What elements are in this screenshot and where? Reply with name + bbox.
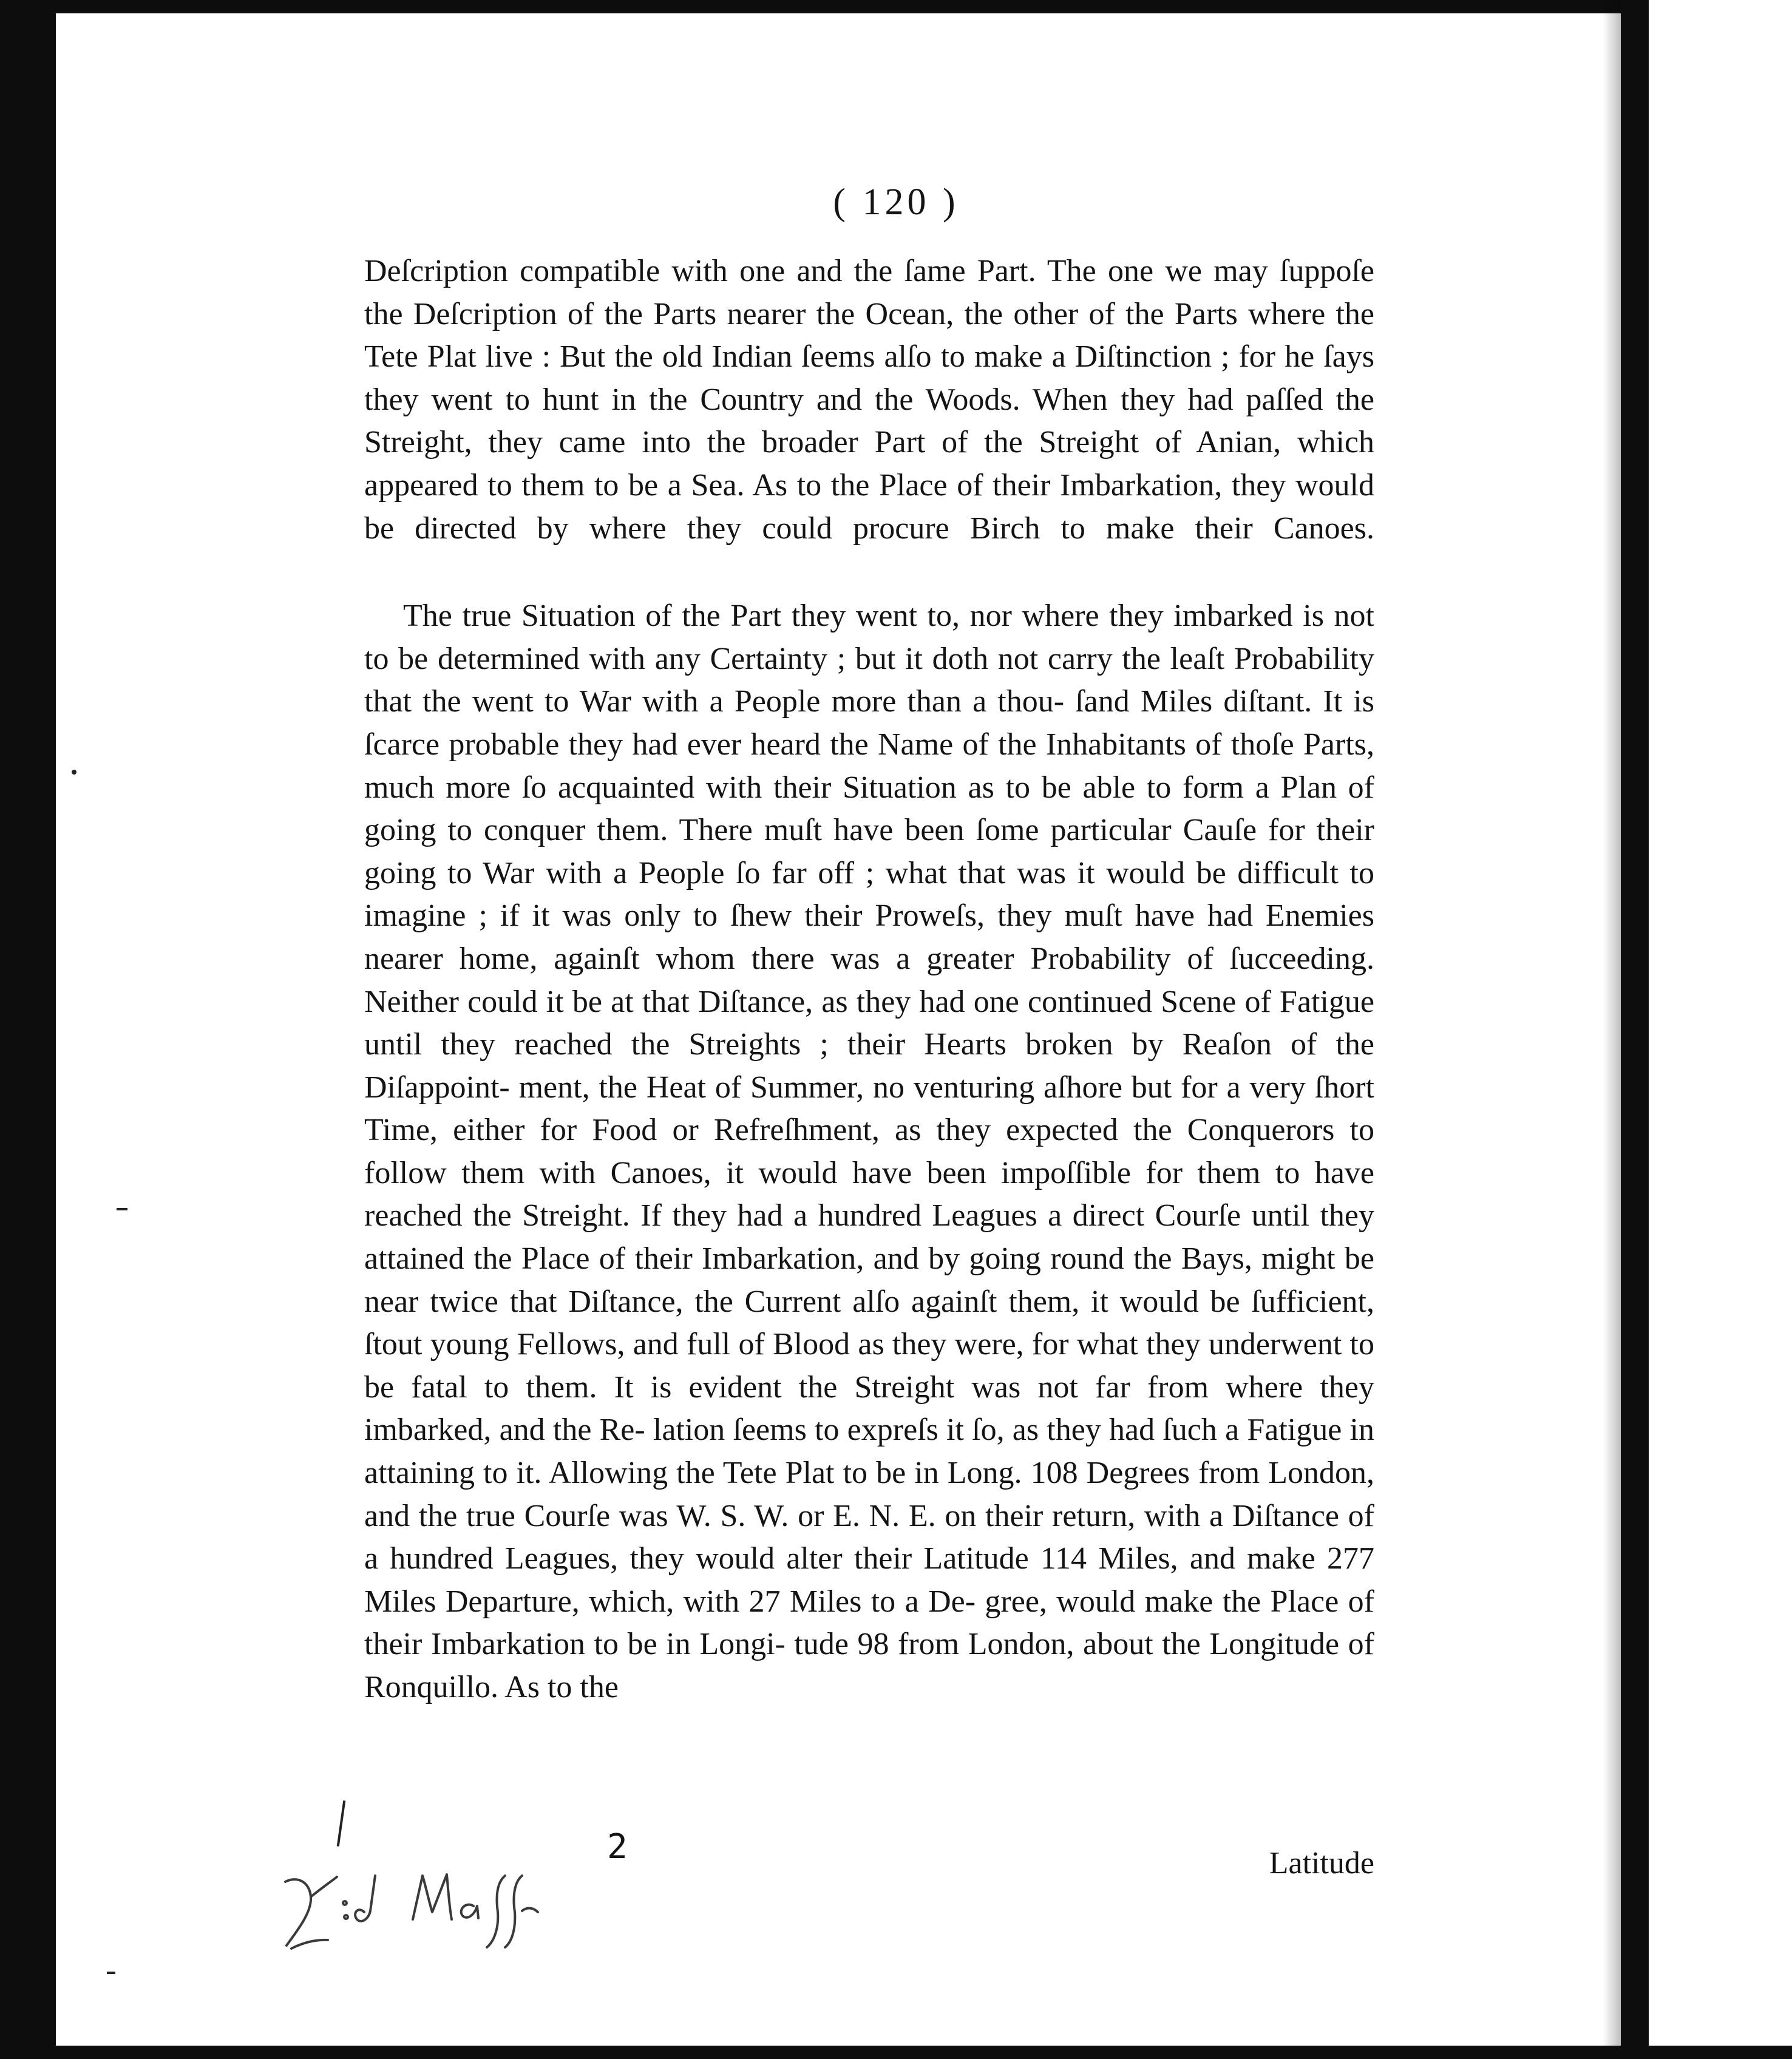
paragraph-1: Deſcription compatible with one and the ſame Part. The one we may ſuppoſe the Deſcription of the Parts nearer the Ocean, the other of the Parts where the Tete Plat live : But the old Indian ſeems alſo to make a Diſtinction ; for he ſays they went to hunt in the Country and the Woods. When they had paſſed the Streight, they came into the broader Part of the Streight of Anian, which appeared to them to be a Sea. As to the Place of their Imbarkation, they would be directed by where they could procure Birch to make their Canoes. — [364, 254, 1374, 546]
catchword: Latitude — [1269, 1846, 1374, 1881]
handwritten-note — [273, 1839, 589, 1961]
signature-mark: 2 — [607, 1827, 628, 1867]
paragraph-2: The true Situation of the Part they went to, nor where they imbarked is not to be determined with any Certainty ; but it doth not carry the leaſt Probability that the went to War with a People more than a thou- ſand Miles diſtant. It is ſcarce probable they had ever heard the Name of the Inhabitants of thoſe Parts, much more ſo acquainted with their Situation as to be able to form a Plan of going to conquer them. There muſt have been ſome particular Cauſe for their going to War with a People ſo far off ; what that was it would be difficult to imagine ; if it was only to ſhew their Proweſs, they muſt have had Enemies nearer home, againſt whom there was a greater Probability of ſucceeding. Neither could it be at that Diſtance, as they had one continued Scene of Fatigue until they reached the Streights ; their Hearts broken by Reaſon of the Diſappoint- ment, the Heat of Summer, no venturing aſhore but for a very ſhort Time, either for Food or Refreſhment, as they expected the Conquerors to follow them with Canoes, it would have been impoſſible for them to have reached the Streight. If they had a hundred Leagues a direct Courſe until they attained the Place of their Imbarkation, and by going round the Bays, might be near twice that Diſtance, the Current alſo againſt them, it would be ſufficient, ſtout young Fellows, and full of Blood as they were, for what they underwent to be fatal to them. It is evident the Streight was not far from where they imbarked, and the Re- lation ſeems to expreſs it ſo, as they had ſuch a Fatigue in attaining to it. Allowing the Tete Plat to be in Long. 108 Degrees from London, and the true Courſe was W. S. W. or E. N. E. on their return, with a Diſtance of a hundred Leagues, they would alter their Latitude 114 Miles, and make 277 Miles Departure, which, with 27 Miles to a De- gree, would make the Place of their Imbarkation to be in Longi- tude 98 from London, about the Longitude of Ronquillo. As to the — [364, 599, 1374, 1705]
facing-page-edge — [1649, 0, 1792, 2059]
page-number: ( 120 ) — [833, 181, 959, 223]
margin-tick — [117, 1208, 127, 1210]
margin-tick — [107, 1972, 115, 1974]
scan-border-bottom — [0, 2046, 1792, 2059]
scan-border-left — [0, 0, 56, 2059]
scan-border-top — [0, 0, 1792, 13]
gutter-shadow — [1603, 0, 1621, 2059]
scan-border-gutter — [1621, 0, 1649, 2059]
margin-tick — [72, 770, 76, 775]
body-text — [364, 250, 1374, 1709]
